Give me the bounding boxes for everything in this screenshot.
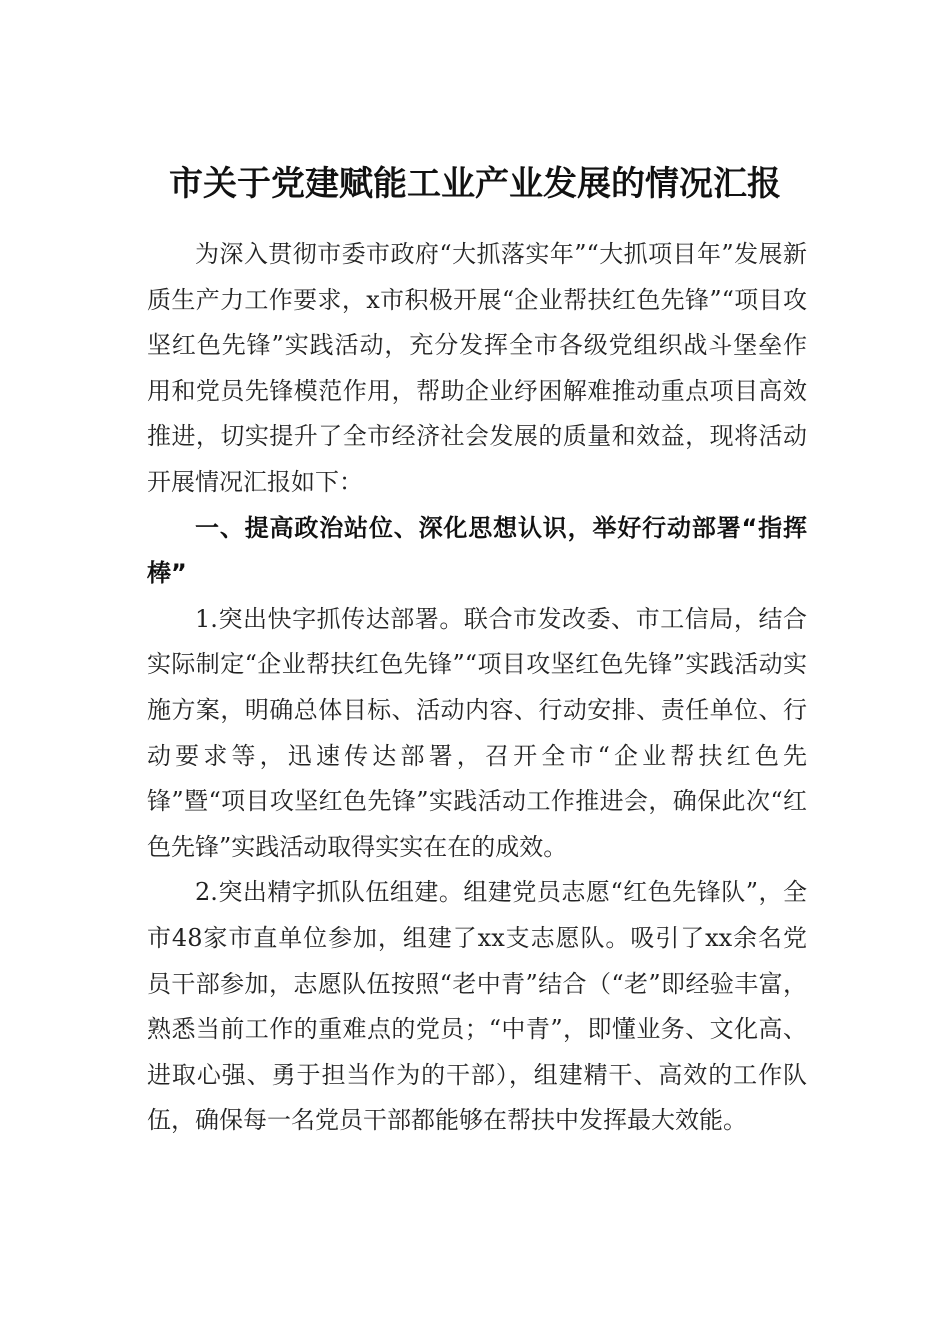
intro-paragraph: 为深入贯彻市委市政府“大抓落实年”“大抓项目年”发展新质生产力工作要求，x市积极开展“企业帮扶红色先锋”“项目攻坚红色先锋”实践活动，充分发挥全市各级党组织战斗堡垒作用和党员先锋模范作用，帮助企业纾困解难推动重点项目高效推进，切实提升了全市经济社会发展的质量和效益，现将活动开展情况汇报如下：: [147, 240, 807, 496]
section-1-heading: 一、提高政治站位、深化思想认识，举好行动部署“指挥棒”: [147, 513, 807, 588]
document-title: 市关于党建赋能工业产业发展的情况汇报: [169, 164, 781, 204]
item-2-paragraph: 2.突出精字抓队伍组建。组建党员志愿“红色先锋队”，全市48家市直单位参加，组建了xx支志愿队。吸引了xx余名党员干部参加，志愿队伍按照“老中青”结合（“老”即经验丰富，熟悉当前工作的重难点的党员；“中青”，即懂业务、文化高、进取心强、勇于担当作为的干部），组建精干、高效的工作队伍，确保每一名党员干部都能够在帮扶中发挥最大效能。: [147, 878, 807, 1135]
item-1-paragraph: 1.突出快字抓传达部署。联合市发改委、市工信局，结合实际制定“企业帮扶红色先锋”“项目攻坚红色先锋”实践活动实施方案，明确总体目标、活动内容、行动安排、责任单位、行动要求等，迅速传达部署，召开全市“企业帮扶红色先锋”暨“项目攻坚红色先锋”实践活动工作推进会，确保此次“红色先锋”实践活动取得实实在在的成效。: [147, 604, 807, 861]
document-body: [147, 232, 807, 1144]
